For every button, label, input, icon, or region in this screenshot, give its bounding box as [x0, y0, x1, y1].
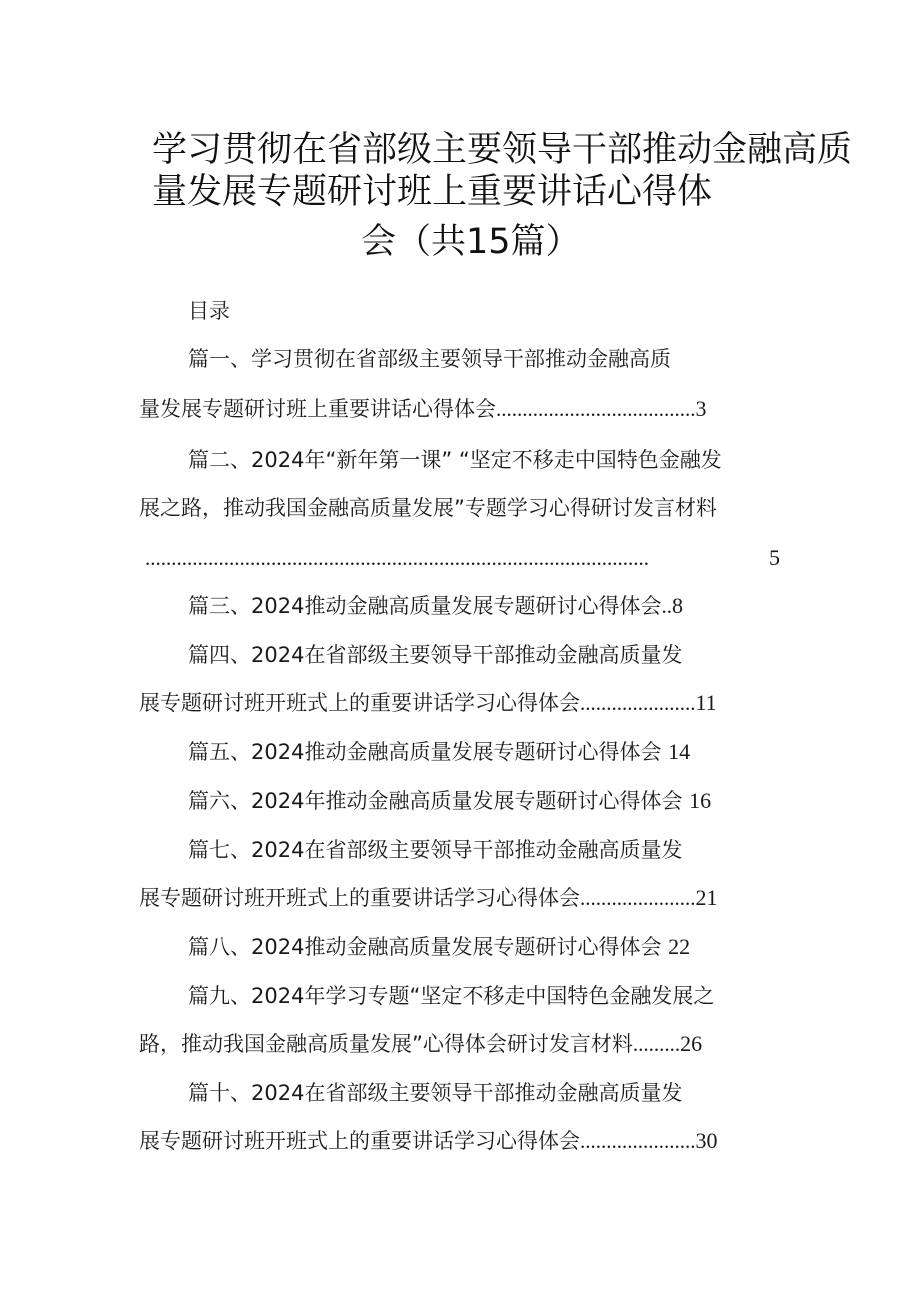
toc-page-number: 14 [668, 739, 691, 764]
toc-page-number: 16 [689, 788, 712, 813]
toc-entry-2-line-1[interactable] [188, 445, 722, 475]
toc-entry-7-line-1[interactable] [188, 835, 682, 865]
toc-entry-text: 路，推动我国金融高质量发展”心得体会研讨发言材料 [139, 1032, 633, 1056]
toc-entry-text: 篇九、2024年学习专题“坚定不移走中国特色金融发展之 [188, 984, 715, 1008]
toc-entry-text: 篇七、2024在省部级主要领导干部推动金融高质量发 [188, 838, 683, 862]
document-title-line-1: 学习贯彻在省部级主要领导干部推动金融高质 [152, 130, 853, 170]
toc-dot-leader: ...................................... [496, 397, 696, 421]
toc-page-number: 11 [695, 690, 717, 715]
toc-entry-4-line-1[interactable] [188, 640, 682, 670]
toc-dot-leader: ................................................................................................ [145, 546, 649, 570]
toc-heading: 目录 [188, 299, 230, 323]
toc-dot-leader: ......... [632, 1032, 681, 1056]
toc-entry-text: 篇四、2024在省部级主要领导干部推动金融高质量发 [188, 643, 683, 667]
toc-page-number: 5 [769, 545, 780, 570]
toc-page-number: 3 [695, 396, 707, 421]
toc-entry-text: 篇五、2024推动金融高质量发展专题研讨心得体会 [188, 740, 662, 764]
toc-entry-text: 篇一、学习贯彻在省部级主要领导干部推动金融高质 [188, 347, 671, 371]
toc-entry-text: 篇八、2024推动金融高质量发展专题研讨心得体会 [188, 935, 662, 959]
toc-entry-9-line-1[interactable] [188, 981, 714, 1011]
toc-entry-text: 展专题研讨班开班式上的重要讲话学习心得体会 [139, 886, 580, 910]
toc-page-number: 30 [695, 1128, 718, 1153]
toc-entry-4-line-2[interactable] [139, 688, 717, 718]
toc-entry-text: 篇三、2024推动金融高质量发展专题研讨心得体会 [188, 594, 662, 618]
toc-entry-text: 展专题研讨班开班式上的重要讲话学习心得体会 [139, 691, 580, 715]
toc-entry-10-line-1[interactable] [188, 1078, 682, 1108]
toc-dot-leader: ...................... [580, 886, 696, 910]
toc-entry-2-line-3[interactable] [145, 543, 780, 573]
toc-entry-text: 量发展专题研讨班上重要讲话心得体会 [139, 397, 496, 421]
toc-entry-10-line-2[interactable] [139, 1126, 718, 1156]
document-title-line-2: 量发展专题研讨班上重要讲话心得体 [152, 172, 713, 212]
toc-entry-3[interactable] [188, 591, 683, 621]
toc-entry-1-line-2[interactable] [139, 394, 707, 424]
toc-dot-leader: ...................... [580, 1129, 696, 1153]
toc-entry-text: 展之路，推动我国金融高质量发展”专题学习心得研讨发言材料 [139, 496, 717, 520]
toc-dot-leader: .. [661, 594, 672, 618]
toc-page-number: 22 [668, 934, 691, 959]
toc-entry-text: 展专题研讨班开班式上的重要讲话学习心得体会 [139, 1129, 580, 1153]
toc-page-number: 8 [671, 593, 683, 618]
toc-entry-5[interactable] [188, 737, 690, 767]
toc-page-number: 26 [680, 1031, 703, 1056]
toc-page-number: 21 [695, 885, 718, 910]
toc-dot-leader: ...................... [580, 691, 696, 715]
toc-entry-1-line-1[interactable] [188, 344, 671, 374]
toc-entry-9-line-2[interactable] [139, 1029, 702, 1059]
toc-entry-6[interactable] [188, 786, 711, 816]
toc-entry-text: 篇二、2024年“新年第一课” “坚定不移走中国特色金融发 [188, 448, 722, 472]
toc-entry-text: 篇六、2024年推动金融高质量发展专题研讨心得体会 [188, 789, 683, 813]
toc-entry-8[interactable] [188, 932, 690, 962]
document-title-line-3: 会（共15篇） [361, 222, 581, 262]
toc-entry-2-line-2[interactable] [139, 493, 717, 523]
toc-entry-7-line-2[interactable] [139, 883, 718, 913]
toc-entry-text: 篇十、2024在省部级主要领导干部推动金融高质量发 [188, 1081, 683, 1105]
